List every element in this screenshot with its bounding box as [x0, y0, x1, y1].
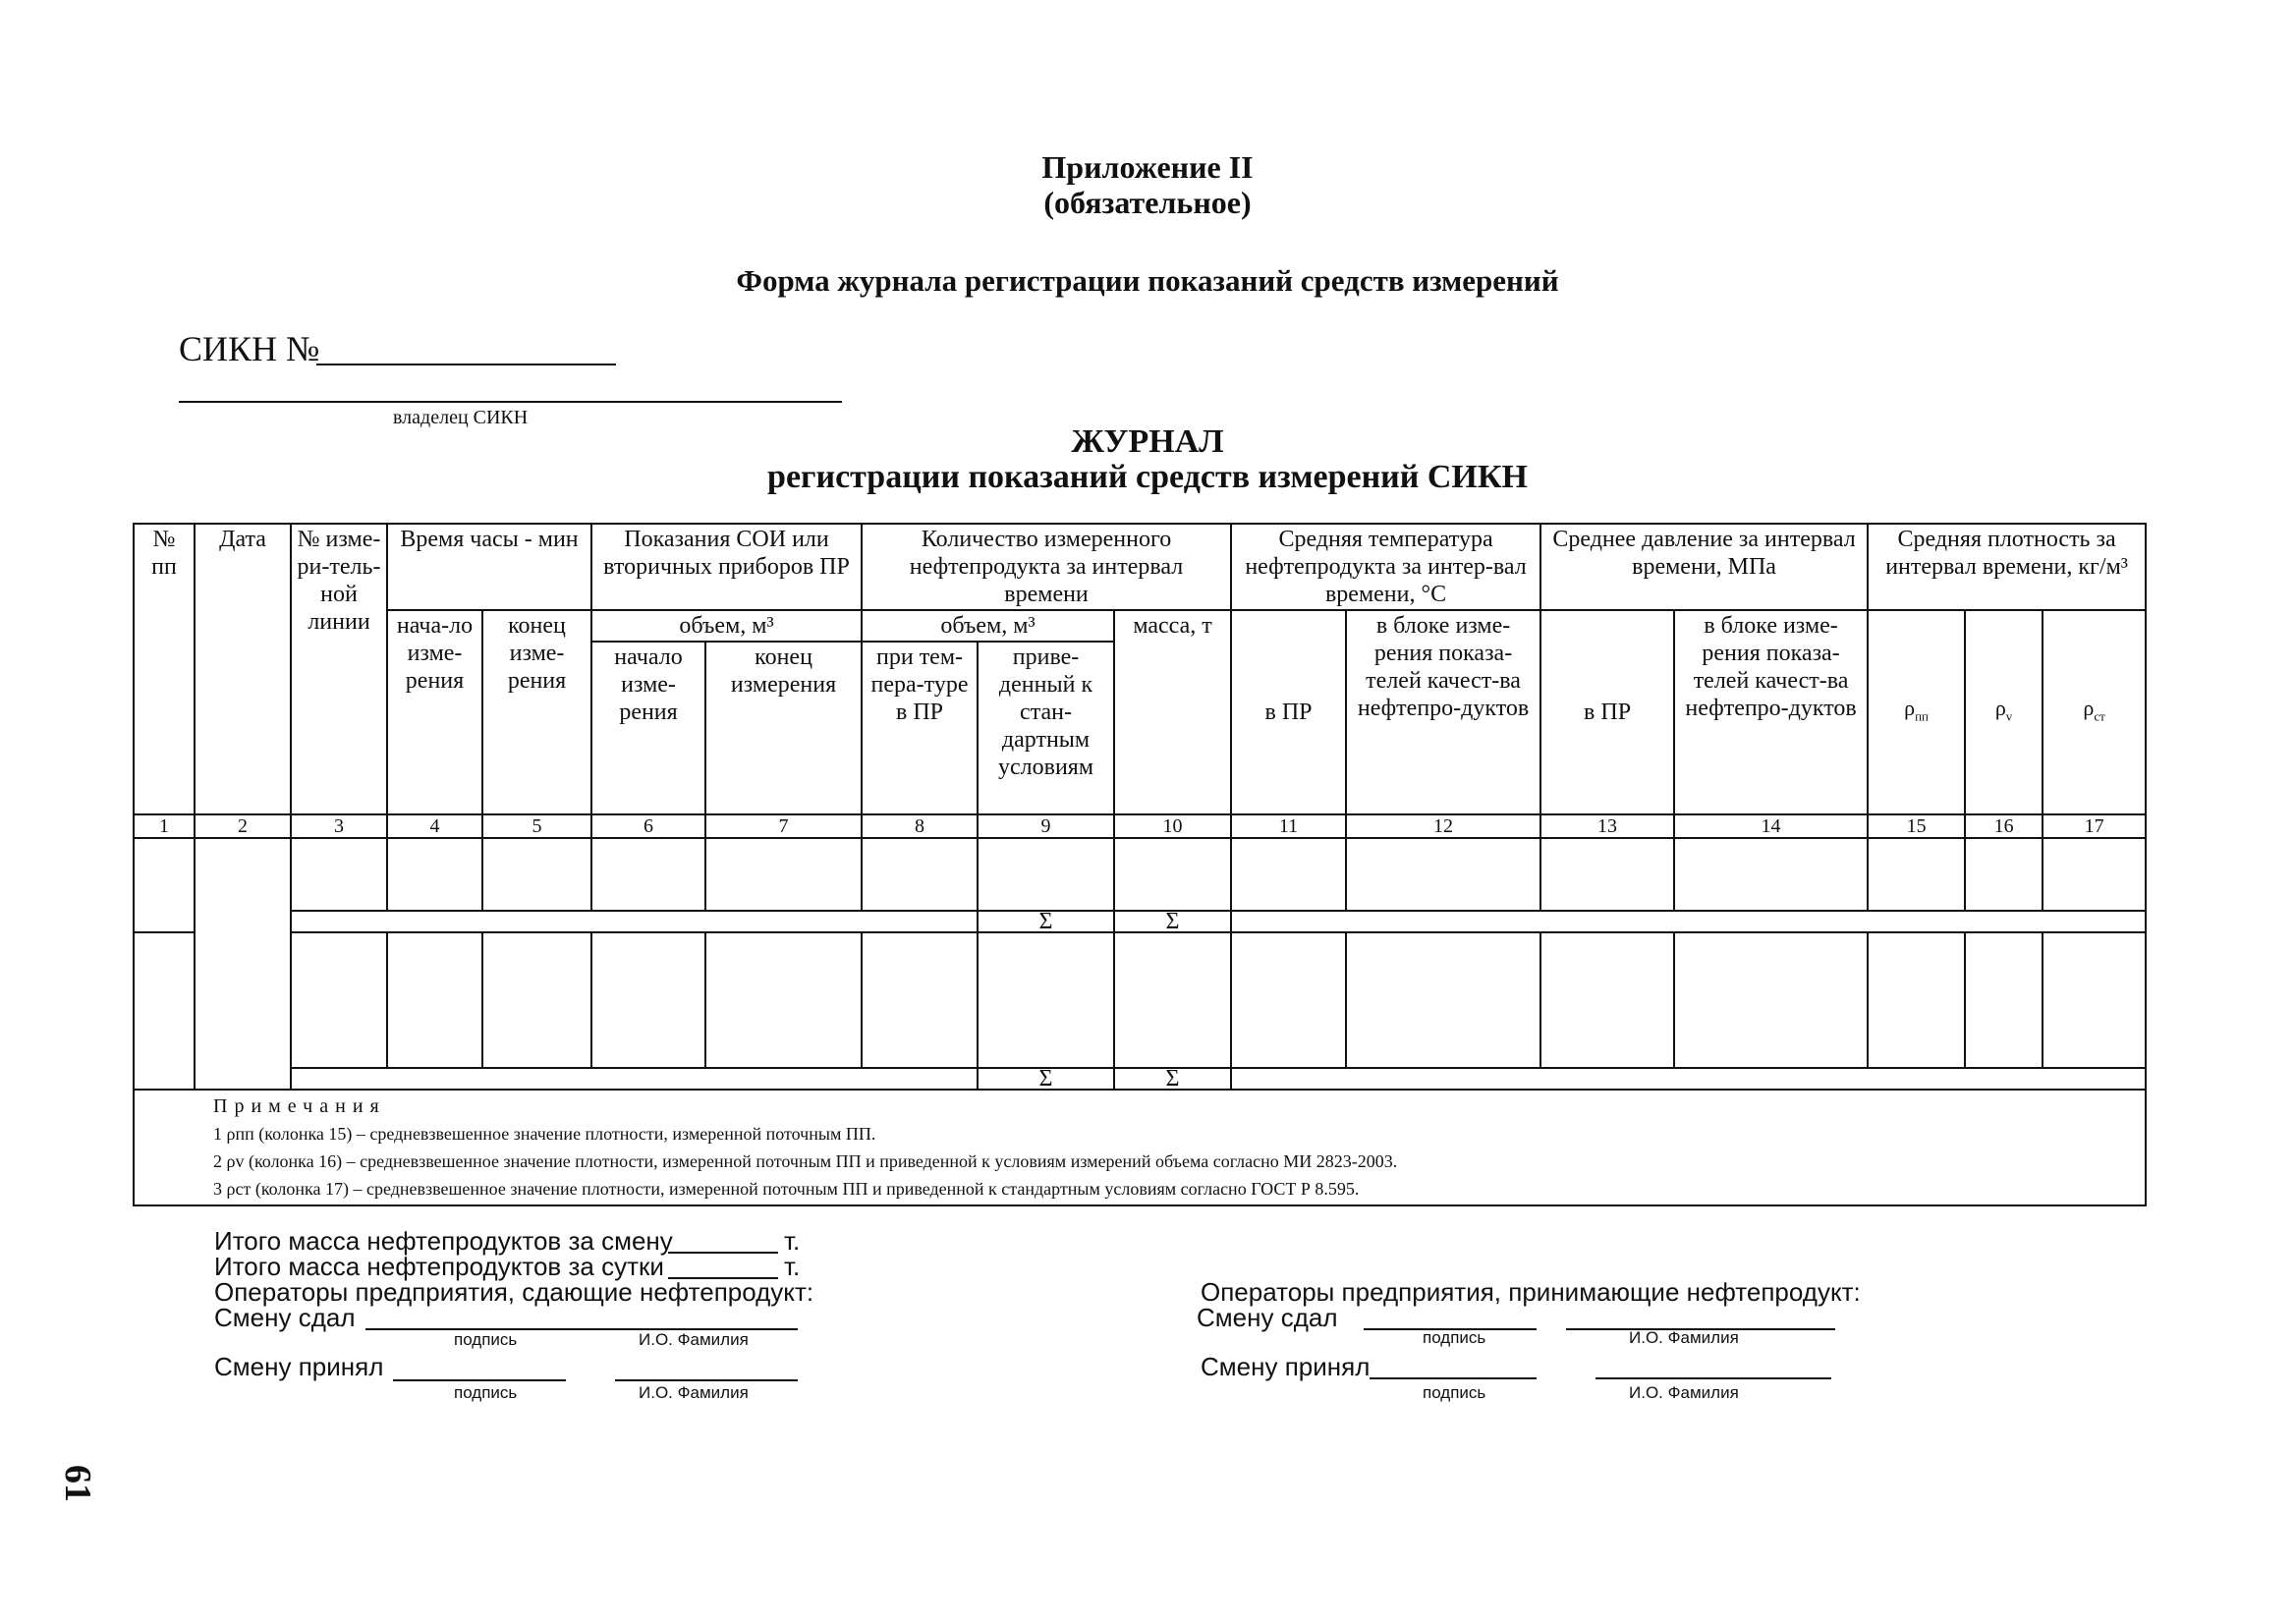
table-cell[interactable] — [1114, 932, 1231, 1068]
total-day-unit: т. — [784, 1252, 801, 1281]
operators-give: Операторы предприятия, сдающие нефтепродукт: — [214, 1277, 814, 1307]
total-shift-field[interactable] — [668, 1252, 778, 1254]
header-pressure: Среднее давление за интервал времени, МПа — [1540, 524, 1868, 610]
journal-title — [0, 424, 2295, 495]
col-num: 16 — [1965, 814, 2043, 838]
sikn-number-field[interactable] — [316, 364, 616, 365]
total-shift-unit: т. — [784, 1226, 801, 1256]
appendix-title — [0, 149, 2295, 220]
appendix-note: (обязательное) — [1043, 185, 1252, 220]
header-temperature: Средняя температура нефтепродукта за интер-вал времени, °С — [1231, 524, 1540, 610]
total-day — [214, 1252, 801, 1281]
table-cell[interactable] — [978, 838, 1114, 911]
col-num: 1 — [134, 814, 195, 838]
table-row — [134, 838, 2146, 911]
rho-st-index: ст — [2094, 708, 2105, 724]
shift-handed-label: Смену сдал — [214, 1303, 356, 1332]
sum-mass: Σ — [1114, 911, 1231, 932]
table-cell — [291, 911, 978, 932]
col-num: 11 — [1231, 814, 1346, 838]
table-cell — [1231, 911, 2146, 932]
table-cell[interactable] — [1965, 932, 2043, 1068]
signature-caption: подпись — [454, 1330, 518, 1349]
note-3: 3 ρст (колонка 17) – средневзвешенное значение плотности, измеренной поточным ПП и приведенной к стандартным условиям согласно ГОСТ Р 8.595. — [213, 1179, 1360, 1199]
notes-title: Примечания — [213, 1095, 386, 1117]
appendix-label: Приложение II — [1041, 149, 1254, 185]
shift-handed-label-right: Смену сдал — [1197, 1303, 1338, 1332]
signature-caption: подпись — [1423, 1383, 1486, 1402]
table-cell[interactable] — [591, 838, 705, 911]
col-num: 4 — [387, 814, 482, 838]
journal-subtitle: регистрации показаний средств измерений СИКН — [767, 459, 1528, 495]
operators-take: Операторы предприятия, принимающие нефтепродукт: — [1201, 1277, 1861, 1307]
shift-taken-label: Смену принял — [214, 1352, 384, 1381]
table-cell[interactable] — [2043, 838, 2146, 911]
header-row-2 — [134, 610, 2146, 642]
table-cell[interactable] — [1346, 932, 1540, 1068]
rho-symbol: ρ — [1904, 695, 1916, 720]
header-qty-std: приве-денный к стан-дартным условиям — [978, 642, 1114, 814]
shift-taken-label-right: Смену принял — [1201, 1352, 1371, 1381]
col-num: 17 — [2043, 814, 2146, 838]
header-qty-at-temp: при тем-пера-туре в ПР — [862, 642, 978, 814]
col-num: 15 — [1868, 814, 1965, 838]
shift-taken-name-field-right[interactable] — [1595, 1377, 1831, 1379]
col-num: 3 — [291, 814, 387, 838]
table-cell[interactable] — [862, 838, 978, 911]
table-cell[interactable] — [2043, 932, 2146, 1068]
col-num: 8 — [862, 814, 978, 838]
page-number: 61 — [57, 1465, 98, 1502]
column-numbers-row — [134, 814, 2146, 838]
name-caption: И.О. Фамилия — [1629, 1383, 1739, 1402]
table-cell[interactable] — [862, 932, 978, 1068]
sum-volume-std: Σ — [978, 1068, 1114, 1090]
header-soi-start: начало изме-рения — [591, 642, 705, 814]
table-cell[interactable] — [705, 932, 862, 1068]
header-qty-volume: объем, м³ — [862, 610, 1114, 642]
header-soi-end: конец измерения — [705, 642, 862, 814]
owner-field[interactable] — [179, 401, 842, 403]
table-cell[interactable] — [134, 932, 195, 1090]
col-num: 2 — [195, 814, 291, 838]
header-qty-mass: масса, т — [1114, 610, 1231, 814]
table-cell[interactable] — [705, 838, 862, 911]
header-time-end: конец изме-рения — [482, 610, 591, 814]
signature-caption: подпись — [454, 1383, 518, 1402]
sum-row — [134, 911, 2146, 932]
header-press-pr: в ПР — [1540, 610, 1674, 814]
owner-caption: владелец СИКН — [393, 407, 529, 428]
col-num: 14 — [1674, 814, 1868, 838]
notes-row — [134, 1090, 2146, 1205]
table-cell[interactable] — [1231, 932, 1346, 1068]
rho-v-index: v — [2005, 708, 2013, 724]
shift-taken-name-field[interactable] — [615, 1379, 798, 1381]
table-cell[interactable] — [482, 932, 591, 1068]
col-num: 6 — [591, 814, 705, 838]
table-cell[interactable] — [387, 932, 482, 1068]
header-quantity: Количество измеренного нефтепродукта за интервал времени — [862, 524, 1231, 610]
header-num: № пп — [134, 524, 195, 814]
rho-pp-index: пп — [1915, 708, 1930, 724]
header-time: Время часы - мин — [387, 524, 591, 610]
col-num: 9 — [978, 814, 1114, 838]
header-date: Дата — [195, 524, 291, 814]
header-row-1 — [134, 524, 2146, 610]
header-press-block: в блоке изме-рения показа-телей качест-ва нефтепро-дуктов — [1674, 610, 1868, 814]
col-num: 5 — [482, 814, 591, 838]
name-caption: И.О. Фамилия — [639, 1330, 749, 1349]
header-rho-pp — [1868, 610, 1965, 814]
sum-mass: Σ — [1114, 1068, 1231, 1090]
header-line: № изме-ри-тель-ной линии — [291, 524, 387, 814]
header-soi: Показания СОИ или вторичных приборов ПР — [591, 524, 862, 610]
table-row — [134, 932, 2146, 1068]
header-density: Средняя плотность за интервал времени, кг/м³ — [1868, 524, 2146, 610]
table-cell[interactable] — [1965, 838, 2043, 911]
header-soi-volume: объем, м³ — [591, 610, 862, 642]
header-time-start: нача-ло изме-рения — [387, 610, 482, 814]
table-cell[interactable] — [482, 838, 591, 911]
table-cell[interactable] — [1114, 838, 1231, 911]
table-cell[interactable] — [1868, 932, 1965, 1068]
table-cell[interactable] — [591, 932, 705, 1068]
sum-volume-std: Σ — [978, 911, 1114, 932]
table-cell[interactable] — [387, 838, 482, 911]
table-cell[interactable] — [1868, 838, 1965, 911]
total-shift-label: Итого масса нефтепродуктов за смену — [214, 1226, 673, 1256]
table-cell[interactable] — [195, 838, 291, 1090]
name-caption: И.О. Фамилия — [1629, 1328, 1739, 1347]
col-num: 13 — [1540, 814, 1674, 838]
total-day-label: Итого масса нефтепродуктов за сутки — [214, 1252, 664, 1281]
note-2: 2 ρv (колонка 16) – средневзвешенное значение плотности, измеренной поточным ПП и приведенной к условиям измерений объема согласно МИ 2823-2003. — [213, 1151, 1398, 1171]
header-temp-block: в блоке изме-рения показа-телей качест-ва нефтепро-дуктов — [1346, 610, 1540, 814]
table-cell[interactable] — [1674, 838, 1868, 911]
col-num: 12 — [1346, 814, 1540, 838]
signature-caption: подпись — [1423, 1328, 1486, 1347]
note-1: 1 ρпп (колонка 15) – средневзвешенное значение плотности, измеренной поточным ПП. — [213, 1124, 876, 1144]
total-shift — [214, 1226, 801, 1256]
table-cell[interactable] — [291, 838, 387, 911]
sikn-label: СИКН № — [179, 329, 320, 368]
header-temp-pr: в ПР — [1231, 610, 1346, 814]
table-cell — [1231, 1068, 2146, 1090]
name-caption: И.О. Фамилия — [639, 1383, 749, 1402]
notes — [134, 1090, 2146, 1205]
table-cell[interactable] — [1540, 838, 1674, 911]
journal-heading: ЖУРНАЛ — [1071, 423, 1224, 460]
sum-row — [134, 1068, 2146, 1090]
form-title: Форма журнала регистрации показаний средств измерений — [736, 263, 1559, 298]
shift-taken-signature-field[interactable] — [393, 1379, 566, 1381]
shift-taken-signature-field-right[interactable] — [1370, 1377, 1537, 1379]
rho-symbol: ρ — [2083, 695, 2095, 720]
table-cell[interactable] — [1674, 932, 1868, 1068]
header-rho-v — [1965, 610, 2043, 814]
table-cell[interactable] — [1346, 838, 1540, 911]
header-rho-st — [2043, 610, 2146, 814]
table-cell[interactable] — [1540, 932, 1674, 1068]
rho-symbol: ρ — [1994, 695, 2006, 720]
table-cell[interactable] — [291, 932, 387, 1068]
journal-table — [133, 523, 2147, 1206]
table-cell[interactable] — [1231, 838, 1346, 911]
col-num: 7 — [705, 814, 862, 838]
table-cell[interactable] — [134, 838, 195, 932]
col-num: 10 — [1114, 814, 1231, 838]
table-cell[interactable] — [978, 932, 1114, 1068]
table-cell — [291, 1068, 978, 1090]
